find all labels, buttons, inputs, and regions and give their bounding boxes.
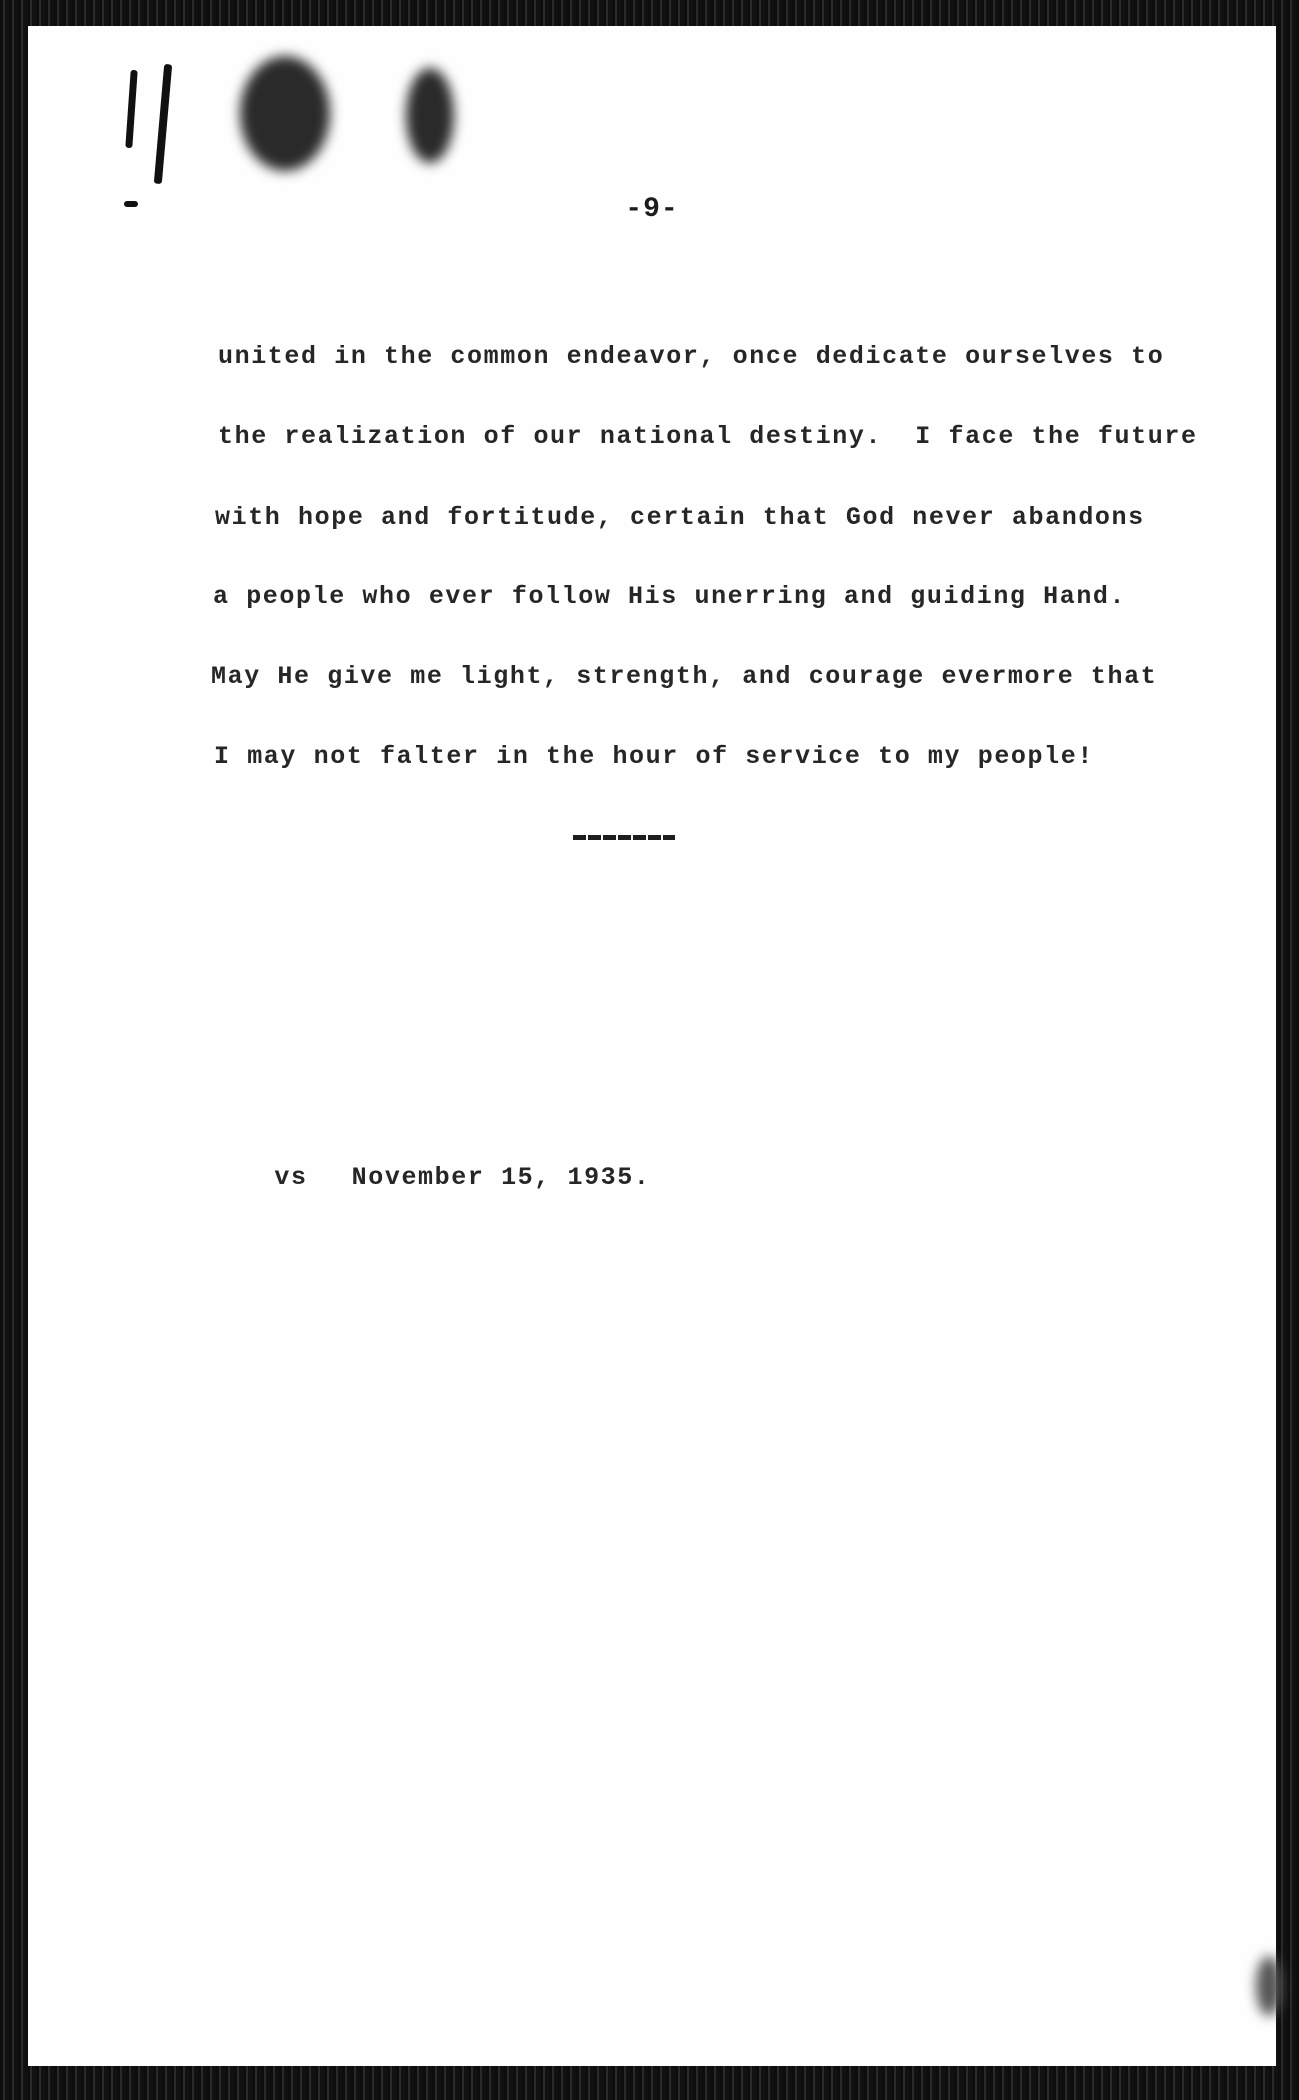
text-line: united in the common endeavor, once dedicate ourselves to — [218, 342, 1165, 371]
margin-mark — [125, 70, 137, 148]
text-line: I may not falter in the hour of service to my people! — [214, 742, 1094, 771]
closing-rule — [573, 835, 675, 840]
page-number: -9- — [625, 194, 679, 225]
document-page — [28, 26, 1276, 2066]
ink-smudge — [1256, 1956, 1282, 2016]
ink-smudge — [406, 68, 454, 163]
margin-mark — [154, 64, 172, 184]
typist-initials: vs — [274, 1163, 308, 1192]
text-line: a people who ever follow His unerring and guiding Hand. — [213, 582, 1127, 611]
text-line: the realization of our national destiny. I face the future — [218, 422, 1198, 451]
text-line: with hope and fortitude, certain that God never abandons — [215, 503, 1145, 532]
signoff-line — [208, 1134, 651, 1221]
text-line: May He give me light, strength, and courage evermore that — [211, 662, 1158, 691]
ink-smudge — [240, 56, 330, 171]
document-date: November 15, 1935. — [351, 1163, 651, 1192]
